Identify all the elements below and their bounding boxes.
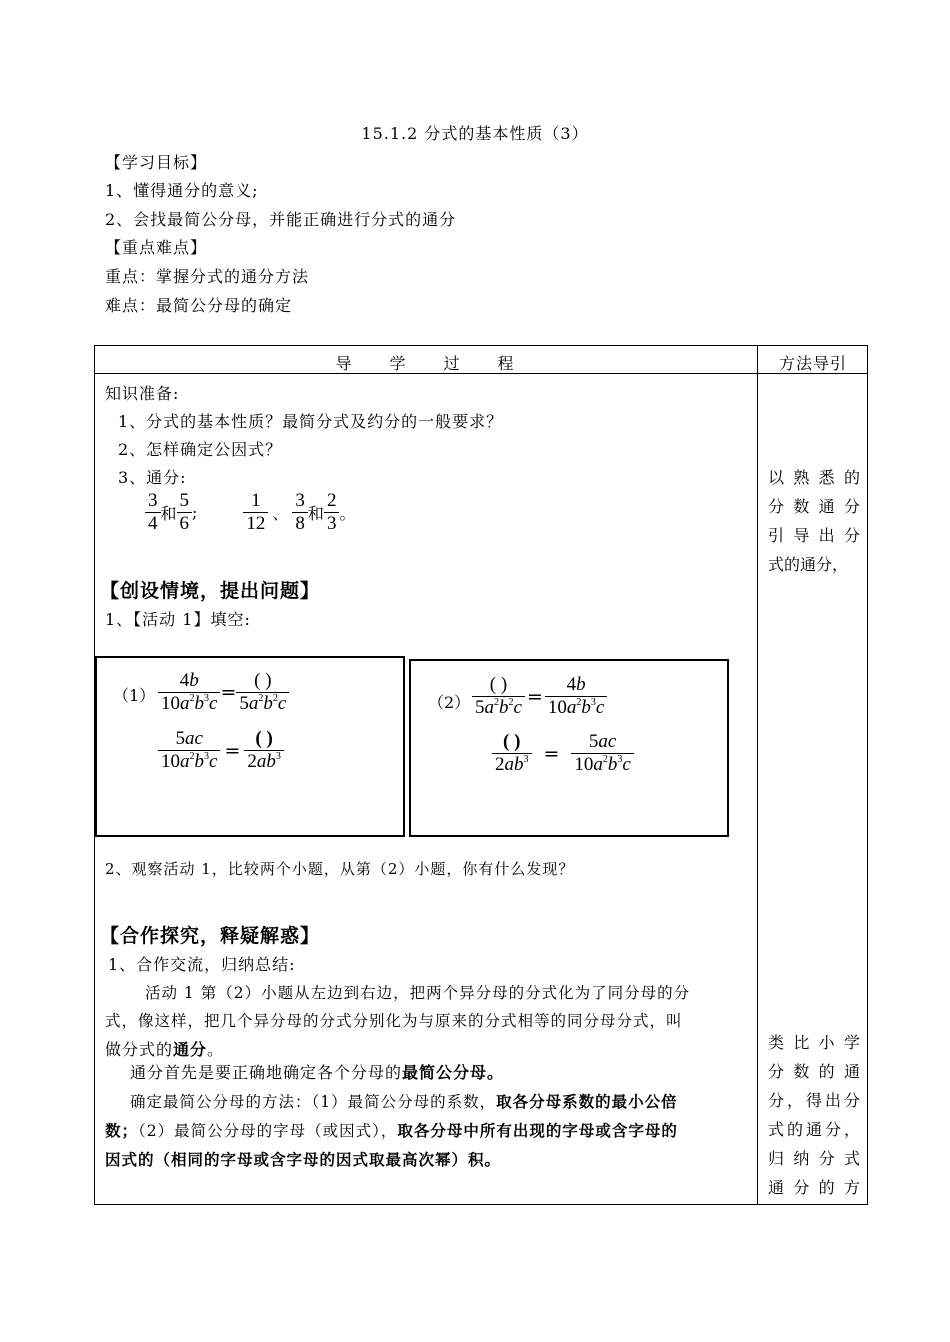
- box-label: （2）: [428, 693, 471, 712]
- fraction: $\frac{3}{4}$: [145, 490, 161, 535]
- para-line: 数；（2）最简公分母的字母（或因式），取各分母中所有出现的字母或含字母的: [105, 1121, 678, 1140]
- section-heading: 【合作探究，释疑解惑】: [100, 925, 321, 947]
- method-note-1: 以熟悉的 分数通分 引导出分 式的通分，: [768, 468, 860, 574]
- table-header-method: 方法导引: [778, 354, 847, 373]
- page-title: 15.1.2 分式的基本性质（3）: [361, 124, 589, 143]
- table-header-process: 导 学 过 程: [335, 354, 516, 373]
- equation: $\frac{( )}{2ab^3}$ = $\frac{5ac}{10a^2b^3c}$: [492, 731, 634, 776]
- activity-label: 1、【活动 1】填空:: [105, 610, 251, 629]
- box-label: （1）: [113, 686, 156, 705]
- para-line: 式，像这样，把几个异分母的分式分别化为与原来的分式相等的同分母分式，叫: [105, 1012, 683, 1030]
- table-col-divider: [757, 345, 758, 1205]
- coop-item: 1、合作交流，归纳总结:: [108, 955, 296, 974]
- section-heading: 【创设情境，提出问题】: [100, 580, 321, 602]
- focus-text: 重点：掌握分式的通分方法: [105, 267, 310, 286]
- para-line: 做分式的通分。: [105, 1040, 225, 1059]
- equation: $\frac{5ac}{10a^2b^3c}$ = $\frac{( )}{2ab^3}$: [158, 728, 284, 773]
- para-line: 通分首先是要正确地确定各个分母的最简公分母。: [130, 1063, 505, 1082]
- observe-question: 2、观察活动 1，比较两个小题，从第（2）小题，你有什么发现？: [105, 860, 575, 878]
- method-note-2: 类比小学 分数的通 分，得出分 式的通分， 归纳分式 通分的方: [768, 1033, 860, 1197]
- fraction: $\frac{1}{12}$: [243, 490, 268, 535]
- prep-item: 1、分式的基本性质？最简分式及约分的一般要求？: [118, 412, 504, 431]
- fraction: $\frac{5}{6}$: [177, 490, 193, 535]
- objective-item: 2、会找最简公分母，并能正确进行分式的通分: [105, 210, 457, 229]
- prep-label: 知识准备:: [105, 384, 180, 403]
- fraction: $\frac{2}{3}$: [324, 490, 340, 535]
- objective-item: 1、懂得通分的意义;: [105, 181, 259, 200]
- equation: $\frac{( )}{5a^2b^2c}$ = $\frac{4b}{10a^2b^3c}$: [472, 674, 607, 719]
- para-line: 活动 1 第（2）小题从左边到右边，把两个异分母的分式化为了同分母的分: [145, 984, 691, 1002]
- prep-item: 3、通分:: [118, 468, 187, 487]
- fraction: $\frac{3}{8}$: [292, 490, 308, 535]
- para-line: 确定最简公分母的方法：（1）最简公分母的系数，取各分母系数的最小公倍: [130, 1092, 678, 1111]
- equation: $\frac{4b}{10a^2b^3c}$ = $\frac{( )}{5a^2b^2c}$: [158, 670, 289, 715]
- para-line: 因式的（相同的字母或含字母的因式取最高次幂）积。: [105, 1150, 502, 1169]
- prep-fractions: $\frac{3}{4}$ 和 $\frac{5}{6}$ ; $\frac{1}{12}$ 、 $\frac{3}{8}$ 和 $\frac{2}{3}$ 。: [145, 490, 355, 535]
- prep-item: 2、怎样确定公因式？: [118, 440, 283, 459]
- difficulty-text: 难点：最简公分母的确定: [105, 296, 293, 315]
- key-points-heading: 【重点难点】: [105, 238, 208, 257]
- objectives-heading: 【学习目标】: [105, 153, 208, 172]
